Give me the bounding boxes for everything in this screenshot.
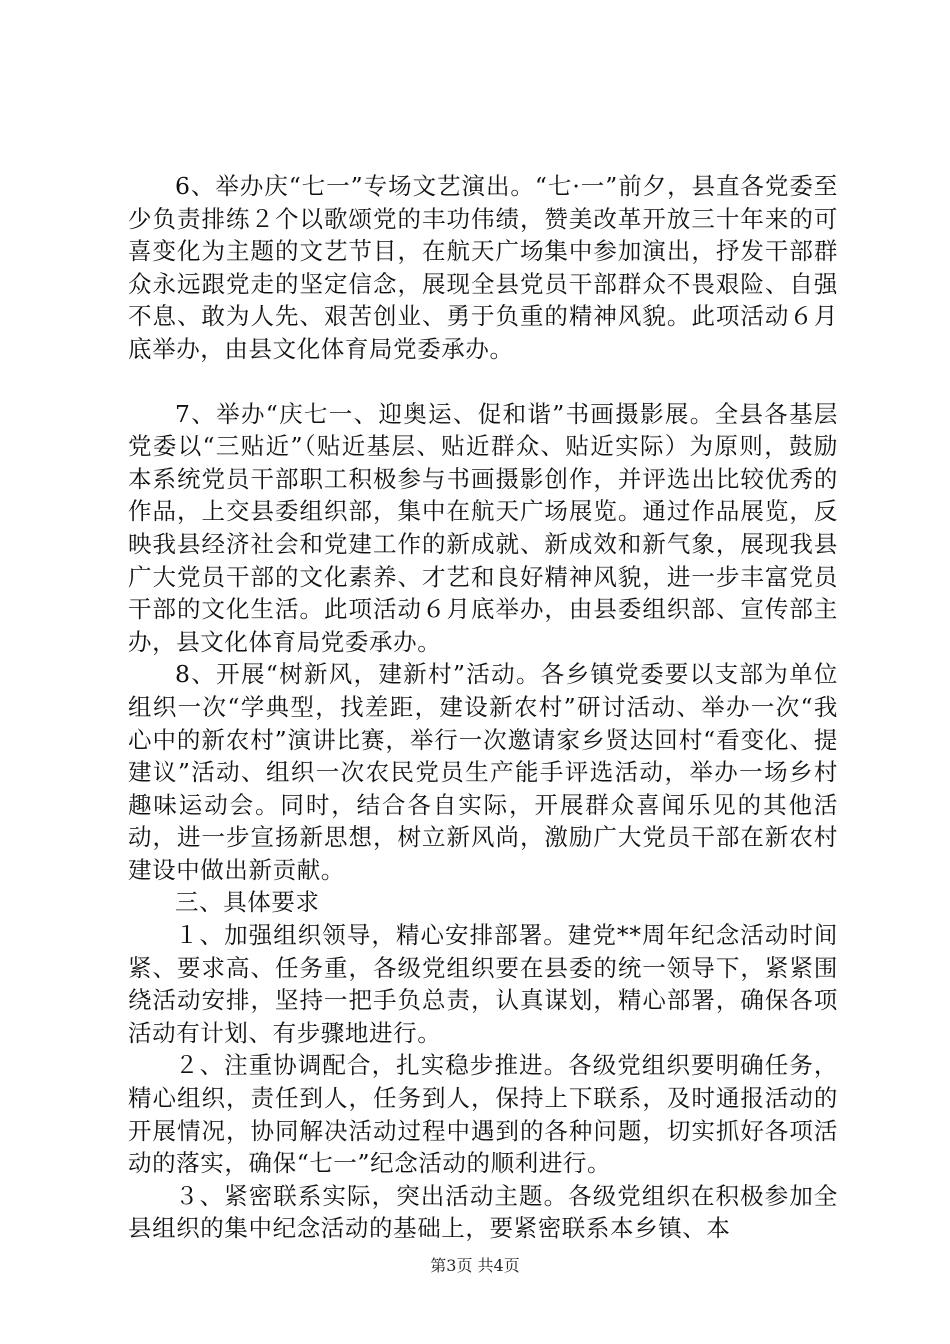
- paragraph-item-8: 8、开展“树新风，建新村”活动。各乡镇党委要以支部为单位组织一次“学典型，找差距，建设新农村”研讨活动、举办一次“我心中的新农村”演讲比赛，举行一次邀请家乡贤达回村“看变化、提建议”活动、组织一次农民党员生产能手评选活动，举办一场乡村趣味运动会。同时，结合各自实际，开展群众喜闻乐见的其他活动，进一步宣扬新思想，树立新风尚，激励广大党员干部在新农村建设中做出新贡献。: [128, 660, 838, 884]
- section-heading-requirements: 三、具体要求: [175, 888, 320, 917]
- document-body: [128, 170, 838, 1245]
- paragraph-item-6: 6、举办庆“七一”专场文艺演出。“七·一”前夕，县直各党委至少负责排练２个以歌颂党的丰功伟绩，赞美改革开放三十年来的可喜变化为主题的文艺节目，在航天广场集中参加演出，抒发干部群众永远跟党走的坚定信念，展现全县党员干部群众不畏艰险、自强不息、敢为人先、艰苦创业、勇于负重的精神风貌。此项活动６月底举办，由县文化体育局党委承办。: [128, 172, 838, 363]
- requirement-item-1: １、加强组织领导，精心安排部署。建党**周年纪念活动时间紧、要求高、任务重，各级党组织要在县委的统一领导下，紧紧围绕活动安排，坚持一把手负总责，认真谋划，精心部署，确保各项活动有计划、有步骤地进行。: [128, 921, 838, 1047]
- page-footer: 第3页 共4页: [430, 1256, 520, 1275]
- requirement-item-2: ２、注重协调配合，扎实稳步推进。各级党组织要明确任务，精心组织，责任到人，任务到人，保持上下联系，及时通报活动的开展情况，协同解决活动过程中遇到的各种问题，切实抓好各项活动的落实，确保“七一”纪念活动的顺利进行。: [128, 1051, 838, 1178]
- requirement-item-3: ３、紧密联系实际，突出活动主题。各级党组织在积极参加全县组织的集中纪念活动的基础上，要紧密联系本乡镇、本: [128, 1181, 838, 1243]
- paragraph-item-7: 7、举办“庆七一、迎奥运、促和谐”书画摄影展。全县各基层党委以“三贴近”（贴近基层、贴近群众、贴近实际）为原则，鼓励本系统党员干部职工积极参与书画摄影创作，并评选出比较优秀的作品，上交县委组织部，集中在航天广场展览。通过作品展览，反映我县经济社会和党建工作的新成就、新成效和新气象，展现我县广大党员干部的文化素养、才艺和良好精神风貌，进一步丰富党员干部的文化生活。此项活动６月底举办，由县委组织部、宣传部主办，县文化体育局党委承办。: [128, 399, 838, 656]
